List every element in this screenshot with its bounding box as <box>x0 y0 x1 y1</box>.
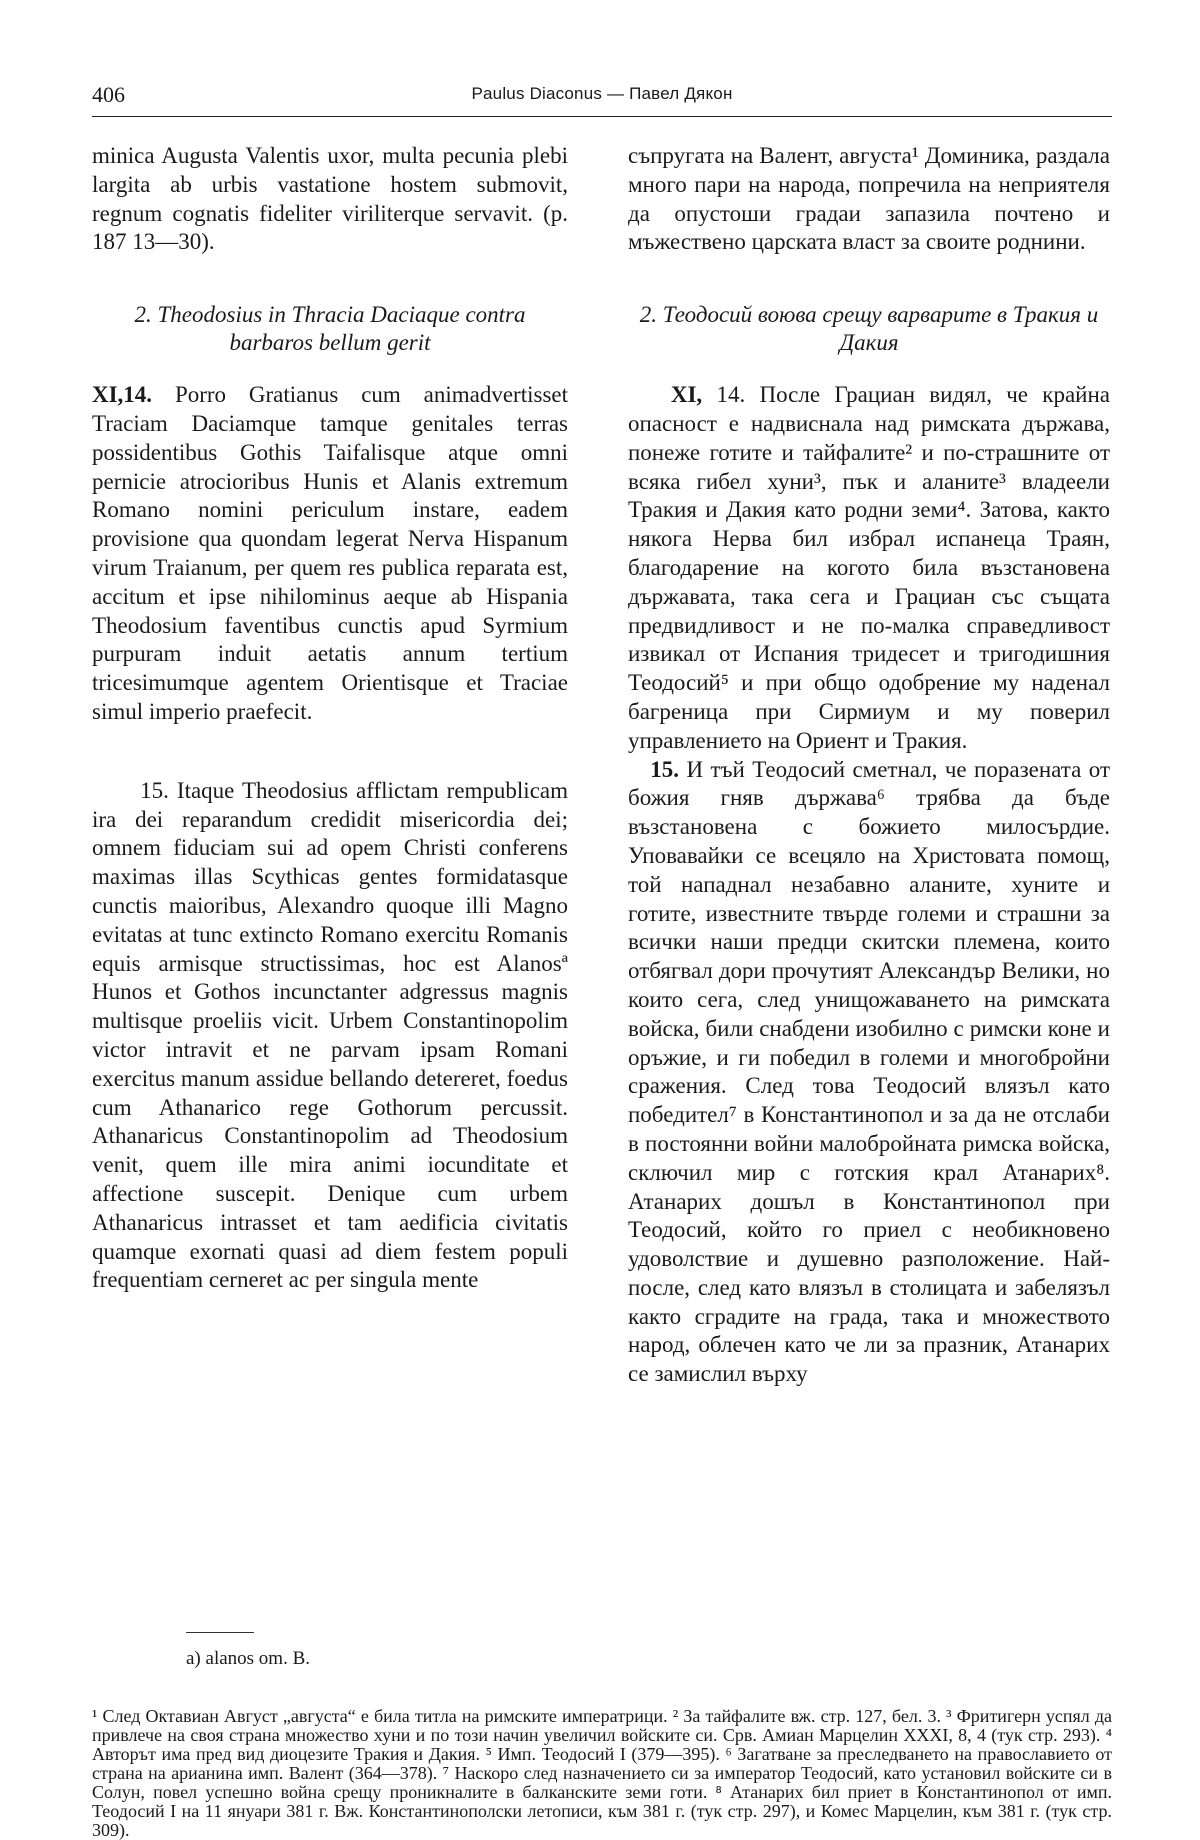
bulgarian-section-title: 2. Теодосий воюва срещу варварите в Тракия и Дакия <box>639 302 1099 356</box>
latin-apparatus-note: a) alanos om. B. <box>186 1648 311 1669</box>
latin-intro-paragraph: minica Augusta Valentis uxor, multa pecunia plebi largita ab urbis vastatione hostem submovit, regnum cognatis fideliter viriliterque servavit. (p. 187 13—30). <box>92 143 568 255</box>
latin-paragraph-15-text: Itaque Theodosius afflictam rempublicam ira dei reparandum credidit misericordia dei; omnem fiduciam sui ad opem Christi conferens maximas illas Scythicas gentes formidatasque cunctis maioribus, Alexandro quoque illi Magno evitatas at tunc extincto Romano exercitu Romanis equis armisque structissimas, hoc est Alanosª Hunos et Gothos incunctanter adgressus magnis multisque proeliis vicit. Urbem Constantinopolim victor intravit et ne parvam ipsam Romani exercitus manum assidue bellando detereret, foedus cum Athanarico rege Gothorum percussit. Athanaricus Constantinopolim ad Theodosium venit, quem ille mira animi iocunditate et affectione suscepit. Denique cum urbem Athanaricus intrasset et tam aedificia civitatis quamque exornati quasi ad diem festem populi frequentiam cerneret ac per singula mente <box>92 777 569 1293</box>
latin-footnote-rule <box>186 1632 254 1633</box>
latin-paragraph-14-text: Porro Gratianus cum animadvertisset Traciam Daciamque tamque genitales terras possidentibus Gothis Taifalisque atque omni pernicie atrocioribus Hunis et Alanis extremum Romano nomini periculum instare, eadem provisione qua quondam legerat Nerva Hispanum virum Traianum, per quem res publica reparata est, accitum et ipse nihilominus aeque ab Hispania Theodosium faventibus cunctis apud Syrmium purpuram induit aetatis annum tertium tricesimumque agentem Orientisque et Traciae simul imperio praefecit. <box>92 382 568 724</box>
bulgarian-paragraph-14 <box>628 381 1110 755</box>
bulgarian-paragraph-14-text: 14. После Грациан видял, че крайна опасност е надвиснала над римската държава, понеже готите и тайфалите² и по-страшните от всяка гибел хуни³, пък и аланите³ владеели Тракия и Дакия като родни земи⁴. Затова, както някога Нерва бил избрал испанеца Траян, благодарение на когото била възстановена държавата, така сега и Грациан със същата предвидливост и не по-малка справедливост извикал от Испания тридесет и тригодишния Теодосий⁵ и при общо одобрение му наденал багреница при Сирмиум и му поверил управлението на Ориент и Тракия. <box>628 382 1111 753</box>
latin-paragraph-14 <box>92 381 568 727</box>
latin-section-title: 2. Theodosius in Thracia Daciaque contra barbaros bellum gerit <box>134 302 526 356</box>
footnotes-block <box>92 1707 1112 1840</box>
page-number: 406 <box>92 82 125 107</box>
header-rule <box>92 116 1112 117</box>
latin-paragraph-14-number: XI,14. <box>92 382 153 408</box>
bulgarian-paragraph-14-number: XI, <box>670 382 703 408</box>
bulgarian-paragraph-15 <box>628 756 1110 1390</box>
bulgarian-paragraph-15-number: 15. <box>650 756 680 782</box>
footnotes-text: ¹ След Октавиан Август „августа“ е била титла на римските императрици. ² За тайфалите вж. стр. 127, бел. 3. ³ Фритигерн успял да привлече на своя страна множество хуни и по този начин увеличил войските си. Срв. Амиан Марцелин XXXI, 8, 4 (тук стр. 293). ⁴ Авторът има пред вид диоцезите Тракия и Дакия. ⁵ Имп. Теодосий I (379—395). ⁶ Загатване за преследването на православието от страна на арианина имп. Валент (364—378). ⁷ Наскоро след назначението си за император Теодосий, като установил войските си в Солун, повел успешно война срещу проникналите в балканските земи готи. ⁸ Атанарих бил приет в Константинопол от имп. Теодосий I на 11 януари 381 г. Вж. Константинополски летописи, към 381 г. (тук стр. 297), и Комес Марцелин, към 381 г. (тук стр. 309). <box>92 1706 1112 1840</box>
latin-paragraph-15-number: 15. <box>140 777 169 803</box>
latin-column <box>92 142 568 1295</box>
latin-paragraph-15 <box>92 777 568 1295</box>
running-title: Paulus Diaconus — Павел Дякон <box>471 84 733 103</box>
bulgarian-intro-paragraph: съпругата на Валент, августа¹ Доминика, раздала много пари на народа, попречила на неприятеля да опустоши градаи запазила почтено и мъжествено царската власт за своите роднини. <box>628 143 1110 255</box>
bulgarian-column <box>628 142 1110 1389</box>
page-header <box>92 82 1112 112</box>
bulgarian-paragraph-15-text: И тъй Теодосий сметнал, че поразената от божия гняв държава⁶ трябва да бъде възстановена с божието милосърдие. Уповавайки се всецяло на Христовата помощ, той нападнал незабавно аланите, хуните и готите, известните твърде големи и страшни за всички наши предци скитски племена, които отбягвал дори прочутият Александър Велики, но които сега, след унищожаването на римската войска, били снабдени изобилно с римски коне и оръжие, и ги победил в големи и многобройни сражения. След това Теодосий влязъл като победител⁷ в Константинопол и за да не отслаби в постоянни войни малобройната римска войска, сключил мир с готския крал Атанарих⁸. Атанарих дошъл в Константинопол при Теодосий, който го приел с необикновено удоволствие и душевно разположение. Най-после, след като влязъл в столицата и забелязъл както сградите на града, така и множеството народ, облечен като че ли за празник, Атанарих се замислил върху <box>628 756 1111 1387</box>
